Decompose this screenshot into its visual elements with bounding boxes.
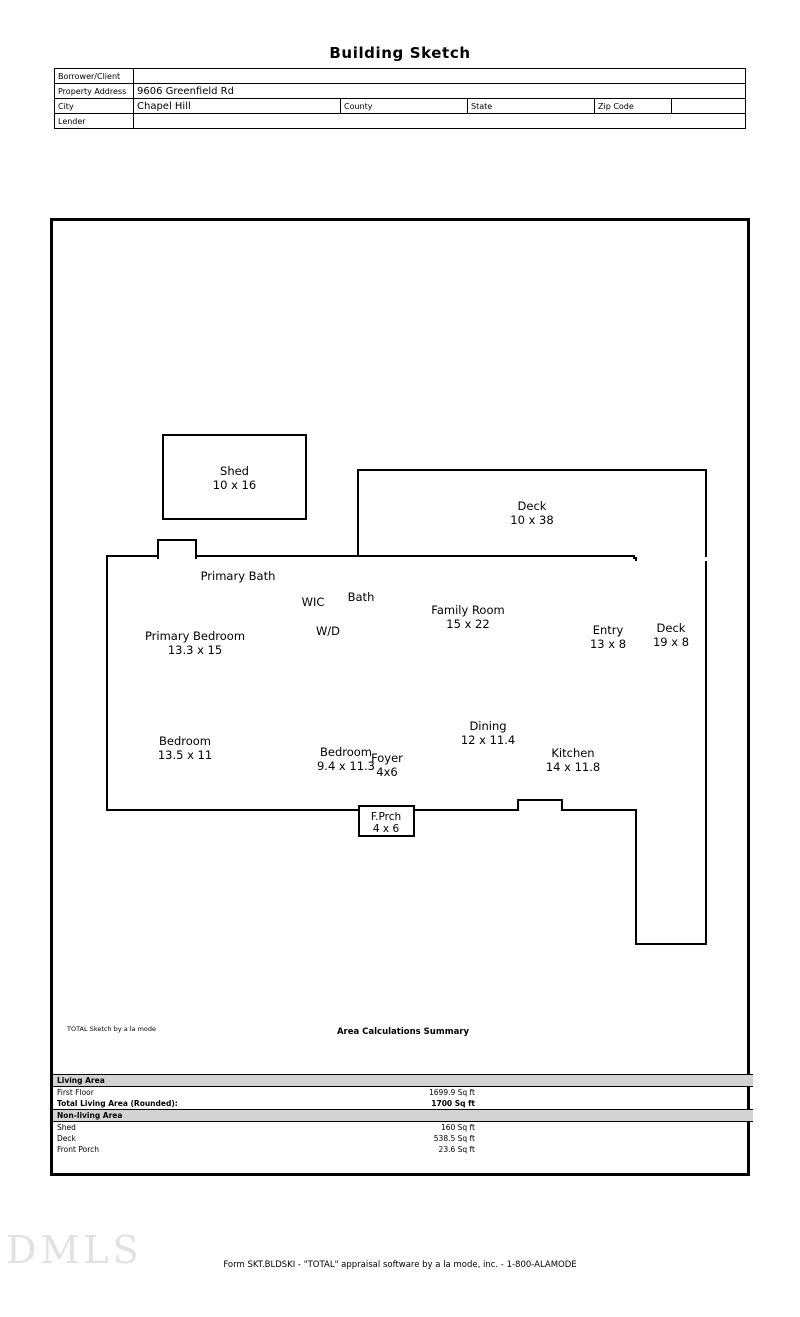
lender-value: [134, 114, 746, 129]
total-living-area-label: Total Living Area (Rounded):: [57, 1099, 178, 1108]
kitchen-name: Kitchen: [551, 746, 595, 760]
room-label-family-room: [393, 603, 543, 631]
bedroom-2-dim: 9.4 x 11.3: [316, 759, 375, 773]
table-row: [53, 1133, 753, 1144]
room-label-deck-upper: [457, 499, 607, 527]
room-label-front-porch: [356, 811, 416, 835]
room-label-entry: [558, 623, 658, 651]
front-porch-area-label: Front Porch: [57, 1145, 99, 1154]
form-footer: Form SKT.BLDSKI - "TOTAL" appraisal software by a la mode, inc. - 1-800-ALAMODE: [223, 1260, 577, 1270]
front-porch-area-value: 23.6 Sq ft: [438, 1145, 475, 1154]
entry-dim: 13 x 8: [589, 637, 627, 651]
room-label-bath: [331, 590, 391, 604]
row-pad: [475, 1133, 753, 1144]
deck-right-dim: 19 x 8: [652, 635, 690, 649]
first-floor-label: First Floor: [57, 1088, 94, 1097]
wall-erase-1: [359, 557, 635, 561]
page-title: Building Sketch: [329, 44, 471, 62]
room-label-shed: [162, 464, 307, 492]
foyer-dim: 4x6: [376, 765, 398, 779]
primary-bedroom-name: Primary Bedroom: [144, 629, 246, 643]
table-row: [55, 99, 746, 114]
deck-right-outline: [635, 559, 707, 945]
room-label-dining: [423, 719, 553, 747]
living-area-header-pad: [475, 1075, 753, 1087]
borrower-value: [134, 69, 746, 84]
kitchen-notch-wall-top: [517, 799, 563, 801]
bedroom-1-name: Bedroom: [158, 734, 211, 748]
deck-area-label: Deck: [57, 1134, 76, 1143]
building-sketch-frame: [50, 218, 750, 1176]
kitchen-dim: 14 x 11.8: [545, 760, 601, 774]
area-summary-title: Area Calculations Summary: [336, 1027, 470, 1037]
borrower-label: Borrower/Client: [55, 69, 134, 84]
foyer-name: Foyer: [371, 751, 403, 765]
family-room-dim: 15 x 22: [446, 617, 490, 631]
shed-dim: 10 x 16: [212, 478, 257, 492]
deck-right-name: Deck: [656, 621, 686, 635]
area-calculations-table: [53, 1074, 753, 1155]
county-label: County: [341, 99, 468, 114]
deck-upper-dim: 10 x 38: [510, 513, 554, 527]
table-row: [55, 69, 746, 84]
table-row: [55, 114, 746, 129]
sketch-credit: TOTAL Sketch by a la mode: [67, 1025, 157, 1033]
wall-segment-b: [195, 555, 359, 557]
table-row: [55, 84, 746, 99]
room-label-kitchen: [503, 746, 643, 774]
entry-name: Entry: [592, 623, 624, 637]
front-porch-dim: 4 x 6: [372, 823, 400, 835]
row-pad: [475, 1098, 753, 1110]
living-area-header: Living Area: [53, 1075, 351, 1087]
area-section-living: [53, 1075, 753, 1087]
state-label: State: [468, 99, 595, 114]
property-address-value: 9606 Greenfield Rd: [134, 84, 746, 99]
city-value: Chapel Hill: [134, 99, 341, 114]
row-pad: [475, 1144, 753, 1155]
room-label-primary-bath: [168, 569, 308, 583]
table-row: [53, 1087, 753, 1099]
row-pad: [475, 1122, 753, 1134]
primary-bedroom-dim: 13.3 x 15: [167, 643, 223, 657]
shed-area-label: Shed: [57, 1123, 76, 1132]
living-area-header-spacer: [351, 1075, 475, 1087]
room-label-wd: [298, 624, 358, 638]
front-porch-name: F.Prch: [370, 811, 402, 823]
kitchen-notch-erase: [517, 799, 563, 813]
dining-name: Dining: [469, 719, 507, 733]
shed-name: Shed: [220, 464, 249, 478]
room-label-bedroom-1: [115, 734, 255, 762]
wall-erase-2: [637, 557, 707, 561]
table-row: [53, 1122, 753, 1134]
nonliving-area-header-spacer: [351, 1110, 475, 1122]
wd-name: W/D: [315, 624, 341, 638]
nonliving-area-header: Non-living Area: [53, 1110, 351, 1122]
nonliving-area-header-pad: [475, 1110, 753, 1122]
wic-name: WIC: [301, 595, 325, 609]
family-room-name: Family Room: [431, 603, 505, 617]
property-address-label: Property Address: [55, 84, 134, 99]
area-section-nonliving: [53, 1110, 753, 1122]
primary-bath-name: Primary Bath: [200, 569, 276, 583]
room-label-foyer: [353, 751, 421, 779]
zip-label: Zip Code: [595, 99, 672, 114]
shed-area-value: 160 Sq ft: [440, 1123, 475, 1132]
city-label: City: [55, 99, 134, 114]
dmls-watermark: DMLS: [6, 1228, 143, 1272]
row-pad: [475, 1087, 753, 1099]
deck-upper-name: Deck: [517, 499, 547, 513]
bedroom-2-name: Bedroom: [319, 745, 372, 759]
bath-name: Bath: [347, 590, 375, 604]
lender-label: Lender: [55, 114, 134, 129]
zip-value: [672, 99, 746, 114]
dining-dim: 12 x 11.4: [460, 733, 516, 747]
bedroom-1-dim: 13.5 x 11: [157, 748, 213, 762]
wall-segment-d: [633, 809, 635, 811]
deck-area-value: 538.5 Sq ft: [433, 1134, 475, 1143]
kitchen-notch-wall-right: [561, 799, 563, 811]
wall-erase-4: [159, 553, 195, 559]
property-info-table: [54, 68, 746, 129]
first-floor-value: 1699.9 Sq ft: [429, 1088, 475, 1097]
table-row: [53, 1144, 753, 1155]
total-living-area-value: 1700 Sq ft: [431, 1099, 475, 1108]
table-row-total: [53, 1098, 753, 1110]
wall-segment-c: [633, 555, 635, 559]
wall-segment-a: [106, 555, 159, 557]
room-label-primary-bedroom: [105, 629, 285, 657]
